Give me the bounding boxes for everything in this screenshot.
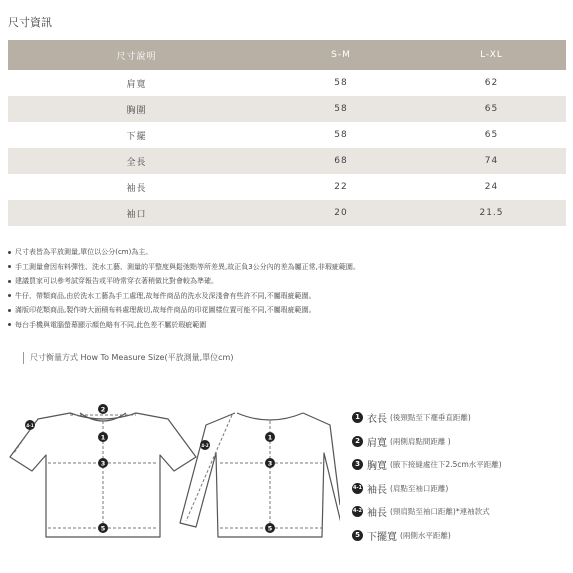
tshirt-collar-icon xyxy=(80,413,126,421)
measurement-legend xyxy=(352,406,502,547)
legend-desc: (肩點至袖口距離) xyxy=(390,483,449,493)
row-label: 肩寬 xyxy=(126,79,147,90)
longsleeve-outline-icon xyxy=(180,413,340,537)
legend-desc: (後頸點至下襬垂直距離) xyxy=(390,413,471,423)
note-text: 滿版印花類商品,製作時大面積布料處理裁切,故每件商品的印花圖樣位置可能不同,不屬瑕疵範圍。 xyxy=(15,306,316,314)
legend-desc: (兩側水平距離) xyxy=(400,530,451,540)
legend-name: 袖長 xyxy=(367,508,387,520)
note-text: 手工測量會因布料彈性、洗水工藝、測量的平整度與鬆弛點等所差異,故正負3公分內的差為屬正常,非瑕疵範圍。 xyxy=(15,262,360,271)
row-label: 下擺 xyxy=(126,131,147,142)
marker-label: 1 xyxy=(100,433,106,442)
note-item xyxy=(8,289,360,304)
section-title: 尺寸資訊 xyxy=(8,16,52,29)
table-row xyxy=(8,70,566,96)
table-row xyxy=(8,174,566,200)
legend-item xyxy=(352,430,502,454)
note-item xyxy=(8,245,360,260)
legend-name: 袖長 xyxy=(367,484,387,496)
row-sm: 58 xyxy=(334,130,348,140)
row-sm: 58 xyxy=(265,96,417,122)
legend-item xyxy=(352,477,502,501)
legend-desc: (頸肩點至袖口距離)*連袖款式 xyxy=(390,507,490,517)
bullet-icon xyxy=(8,294,11,297)
row-lxl: 74 xyxy=(417,148,566,174)
note-text: 建議買家可以參考試穿報告或平時常穿衣著稍做比對會較為準確。 xyxy=(15,277,218,285)
row-label: 胸圍 xyxy=(8,96,265,122)
marker-label: 2 xyxy=(100,405,106,414)
row-sm: 22 xyxy=(334,182,348,192)
bullet-icon xyxy=(8,280,11,283)
bullet-icon xyxy=(8,309,11,312)
row-lxl: 24 xyxy=(484,182,499,192)
header-sm: S-M xyxy=(265,40,417,70)
legend-name: 胸寬 xyxy=(367,461,387,473)
legend-name: 肩寬 xyxy=(367,437,387,449)
row-lxl: 62 xyxy=(484,78,499,88)
table-row xyxy=(8,200,566,226)
row-sm: 58 xyxy=(334,78,348,88)
note-item xyxy=(8,274,360,289)
row-lxl: 65 xyxy=(417,96,566,122)
measurement-diagram xyxy=(0,385,340,545)
marker-label: 3 xyxy=(267,459,273,468)
header-size-desc: 尺寸說明 xyxy=(8,40,265,70)
note-item xyxy=(8,303,360,318)
marker-label: 1 xyxy=(267,433,273,442)
legend-item xyxy=(352,453,502,477)
row-label: 袖長 xyxy=(126,183,147,194)
header-lxl: L-XL xyxy=(417,40,566,70)
longsleeve-collar-icon xyxy=(237,413,303,420)
table-row xyxy=(8,96,566,122)
marker-label: 4-1 xyxy=(26,423,34,428)
size-table xyxy=(8,40,566,226)
note-item xyxy=(8,260,360,275)
row-sm: 68 xyxy=(265,148,417,174)
measure-title: 尺寸衡量方式 How To Measure Size(平放測量,單位cm) xyxy=(23,352,233,364)
note-text: 牛仔、帶類商品,由於洗水工藝為手工處理,故每件商品的洗水及深淺會有些許不同,不屬瑕疵範圍。 xyxy=(15,291,316,300)
legend-item xyxy=(352,406,502,430)
table-header-row xyxy=(8,40,566,70)
note-text: 尺寸表皆為平放測量,單位以公分(cm)為主。 xyxy=(15,248,153,256)
marker-icon: 3 xyxy=(352,459,363,470)
legend-item xyxy=(352,500,502,524)
marker-icon: 5 xyxy=(352,530,363,541)
legend-desc: (腋下接縫處往下2.5cm水平距離) xyxy=(390,460,502,470)
table-row xyxy=(8,148,566,174)
marker-label: 5 xyxy=(267,524,273,533)
marker-label: 3 xyxy=(100,459,106,468)
legend-item xyxy=(352,524,502,548)
legend-name: 下擺寬 xyxy=(367,531,397,543)
bullet-icon xyxy=(8,323,11,326)
notes-list xyxy=(8,245,360,332)
legend-name: 衣長 xyxy=(367,414,387,426)
row-sm: 20 xyxy=(265,200,417,226)
row-lxl: 21.5 xyxy=(417,200,566,226)
marker-icon: 4-2 xyxy=(352,506,363,517)
table-row xyxy=(8,122,566,148)
marker-label: 4-2 xyxy=(201,443,209,448)
note-text: 每台手機與電腦螢幕顯示顏色略有不同,此色差不屬於瑕疵範圍 xyxy=(15,320,207,329)
legend-desc: (兩側肩點間距離 ) xyxy=(390,436,451,446)
marker-icon: 1 xyxy=(352,412,363,423)
row-label: 袖口 xyxy=(8,200,265,226)
row-label: 全長 xyxy=(8,148,265,174)
marker-icon: 4-1 xyxy=(352,483,363,494)
marker-label: 5 xyxy=(100,524,106,533)
marker-icon: 2 xyxy=(352,436,363,447)
note-item xyxy=(8,318,360,333)
bullet-icon xyxy=(8,265,11,268)
bullet-icon xyxy=(8,251,11,254)
row-lxl: 65 xyxy=(484,130,499,140)
